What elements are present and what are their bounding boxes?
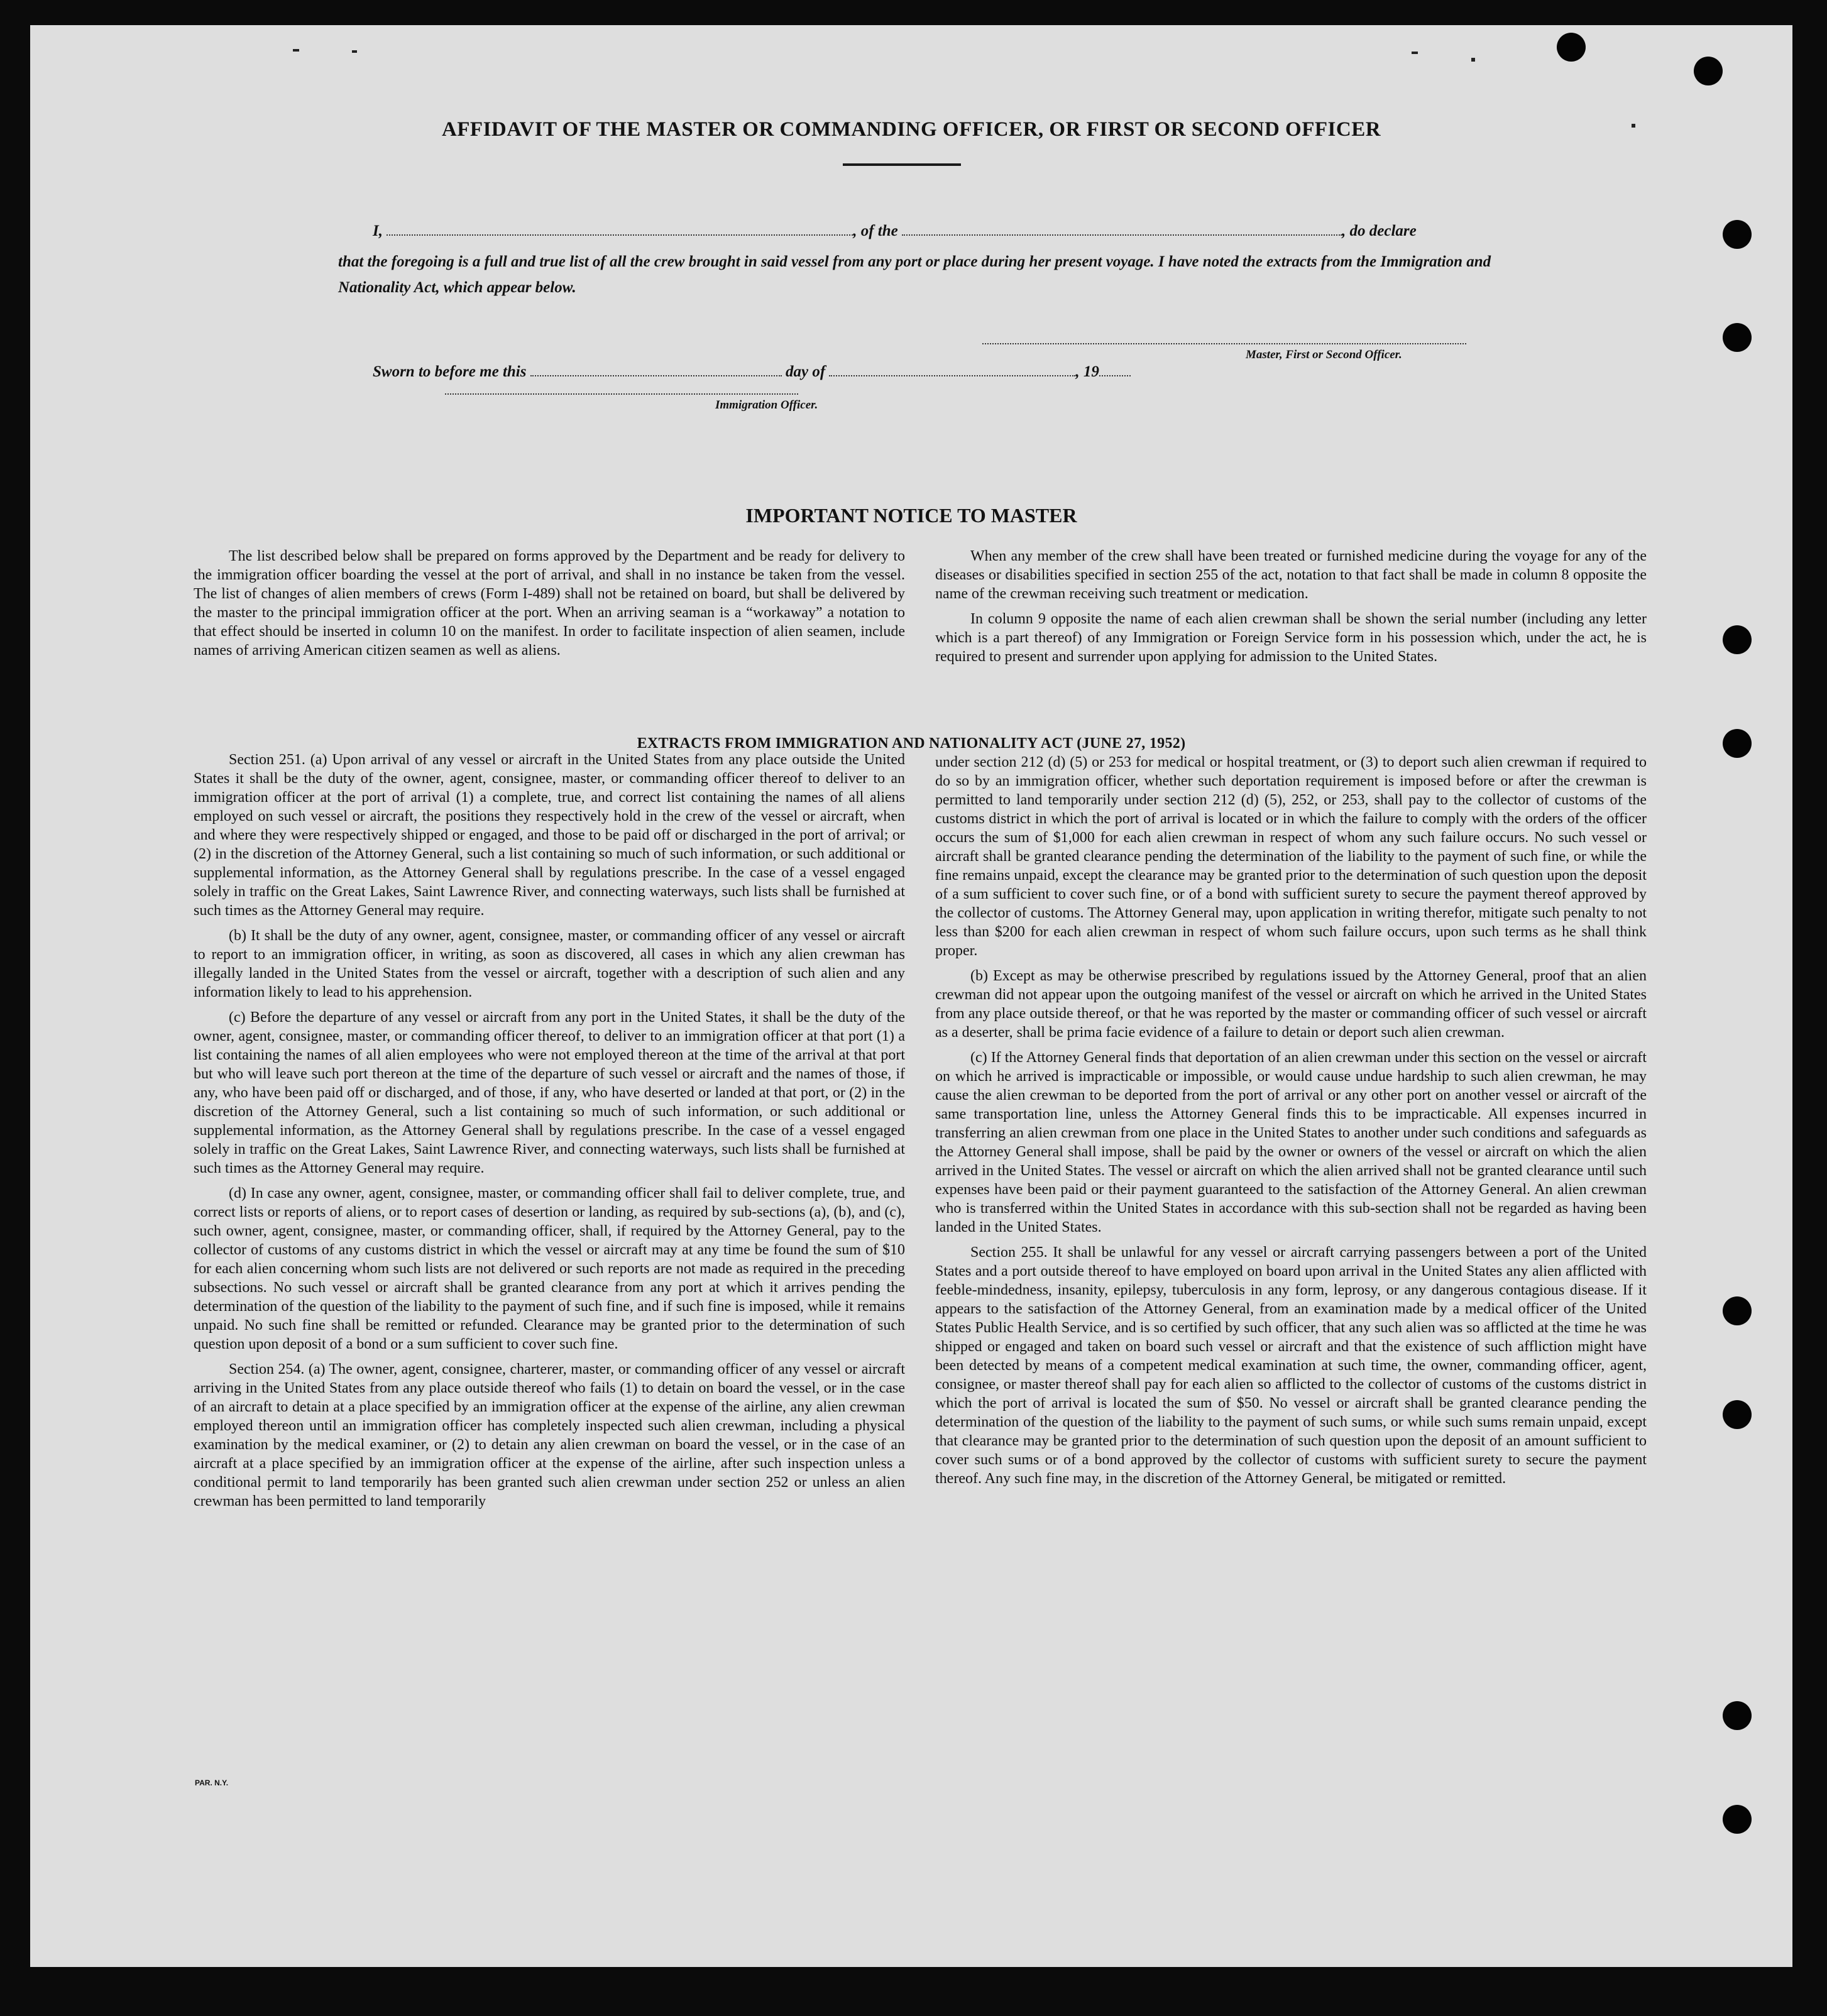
affidavit-title: AFFIDAVIT OF THE MASTER OR COMMANDING OFFICER, OR FIRST OR SECOND OFFICER [441, 118, 1381, 141]
of-the-label: , of the [853, 222, 898, 239]
section-254-b: (b) Except as may be otherwise prescribed by regulations issued by the Attorney General, proof that an alien crewman did not appear upon the outgoing manifest of the vessel or aircraft on which he arrived in the United States from any place outside thereof, or that he was reported by the master or commanding officer of such vessel or aircraft as a deserter, shall be prima facie evidence of a failure to detain or deport such alien crewman. [935, 968, 1647, 1041]
declarant-prefix: I, [373, 222, 383, 239]
punch-hole [1723, 625, 1752, 654]
section-251-a: Section 251. (a) Upon arrival of any vessel or aircraft in the United States from any place outside the United States it shall be the duty of the owner, agent, consignee, master, or commanding officer thereof to deliver to an immigration officer at the port of arrival (1) a complete, true, and correct list containing the names of all aliens employed on such vessel or aircraft, the positions they respectively hold in the crew of the vessel or aircraft, when and where they were respectively shipped or engaged, and those to be paid off or discharged in the port of arrival; or (2) in the discretion of the Attorney General, such a list containing so much of such information, or such additional or supplemental information, as the Attorney General shall by regulations prescribe. In the case of a vessel engaged solely in traffic on the Great Lakes, Saint Lawrence River, and connecting waterways, such lists shall be furnished at such times as the Attorney General may require. [194, 752, 905, 919]
year-label: , 19 [1075, 363, 1099, 380]
do-declare-label: , do declare [1342, 222, 1417, 239]
notice-title: IMPORTANT NOTICE TO MASTER [745, 504, 1077, 527]
extracts-title: EXTRACTS FROM IMMIGRATION AND NATIONALITY ACT (JUNE 27, 1952) [637, 735, 1186, 752]
punch-hole [1723, 1805, 1752, 1834]
form-sheet [30, 25, 1792, 1967]
punch-hole [1557, 33, 1586, 62]
section-254-c: (c) If the Attorney General finds that deportation of an alien crewman under this section on the vessel or aircraft on which he arrived is impracticable or impossible, or would cause undue hardship to such alien crewman, he may cause the alien crewman to be deported from the port of arrival or any other port on another vessel or aircraft of the same transportation line, unless the Attorney General finds this to be impracticable. All expenses incurred in transferring an alien crewman from one place in the United States to another under such conditions and safeguards as the Attorney General shall impose, shall be paid by the owner or owners of the vessel or aircraft on which the alien arrived in the United States. The vessel or aircraft on which the alien arrived shall not be granted clearance until such expenses have been paid or their payment guaranteed to the satisfaction of the Attorney General. An alien crewman who is transferred within the United States in accordance with this sub-section shall not be regarded as having been landed in the United States. [935, 1049, 1647, 1235]
section-251-b: (b) It shall be the duty of any owner, agent, consignee, master, or commanding officer of any vessel or aircraft to report to an immigration officer, in writing, as soon as discovered, all cases in which any alien crewman has illegally landed in the United States from the vessel or aircraft, together with a description of such alien and any information likely to lead to his apprehension. [194, 928, 905, 1000]
master-signature-line[interactable] [982, 343, 1466, 344]
declaration-line [373, 222, 1417, 240]
section-254-a-continued: under section 212 (d) (5) or 253 for medical or hospital treatment, or (3) to deport such alien crewman if required to do so by an immigration officer, whether such deportation requirement is imposed before or after the crewman is permitted to land temporarily under section 212 (d) (5), 252, or 253, shall pay to the collector of customs of the customs district in which the port of arrival is located or in which the failure to comply with the orders of the officer occurs the sum of $1,000 for each alien crewman in respect of whom any such failure occurs. No such vessel or aircraft shall be granted clearance pending the determination of the liability to the payment of such fine, or while the fine remains unpaid, except the clearance may be granted prior to the determination of such question upon the deposit of a sum sufficient to cover such fine, or of a bond with sufficient surety to secure the payment thereof approved by the collector of customs. The Attorney General may, upon application in writing therefor, mitigate such penalty to not less than $200 for each alien crewman in respect of whom such failure occurs, upon such terms as he shall think proper. [935, 754, 1647, 959]
section-251-c: (c) Before the departure of any vessel or aircraft from any port in the United States, it shall be the duty of the owner, agent, consignee, master, or commanding officer thereof, to deliver to an immigration officer at that port (1) a list containing the names of all alien employees who were not employed thereon at the time of the arrival at that port but who will leave such port thereon at the time of the departure of such vessel or aircraft and the names of those, if any, who have been paid off or discharged, and of those, if any, who have deserted or landed at that port, or (2) in the discretion of the Attorney General, such a list containing so much of such information, or such additional or supplemental information, as the Attorney General shall by regulations prescribe. In the case of a vessel engaged solely in traffic on the Great Lakes, Saint Lawrence River, and connecting waterways, such lists shall be furnished at such times as the Attorney General may require. [194, 1009, 905, 1176]
sworn-day-field[interactable] [530, 364, 782, 376]
notice-paragraph: The list described below shall be prepared on forms approved by the Department and be ready for delivery to the immigration officer boarding the vessel at the port of arrival, and shall in no instance be taken from the vessel. The list of changes of alien members of crews (Form I-489) shall not be retained on board, but shall be delivered by the master to the principal immigration officer at the port. When an arriving seaman is a “workaway” a notation to that effect should be inserted in column 10 on the manifest. In order to facilitate inspection of alien seamen, include names of arriving American citizen seamen as well as aliens. [194, 548, 905, 659]
speck [293, 49, 299, 52]
sworn-line [373, 363, 1131, 381]
speck [1412, 52, 1418, 54]
master-signature-caption: Master, First or Second Officer. [1246, 348, 1402, 361]
notice-paragraph: In column 9 opposite the name of each alien crewman shall be shown the serial number (including any letter which is a part thereof) of any Immigration or Foreign Service form in his possession which, under the act, he is required to present and surrender upon applying for admission to the United States. [935, 611, 1647, 665]
day-of-label: day of [785, 363, 826, 380]
notice-paragraph: When any member of the crew shall have been treated or furnished medicine during the voyage for any of the diseases or disabilities specified in section 255 of the act, notation to that fact shall be made in column 8 opposite the name of the crewman receiving such treatment or medication. [935, 548, 1647, 602]
punch-hole [1723, 1400, 1752, 1429]
extracts-left-column [194, 750, 905, 1517]
extracts-right-column [935, 753, 1647, 1494]
speck [352, 50, 357, 53]
punch-hole [1723, 323, 1752, 352]
speck [1471, 58, 1475, 62]
punch-hole [1723, 220, 1752, 249]
punch-hole [1723, 1701, 1752, 1730]
sworn-label: Sworn to before me this [373, 363, 527, 380]
punch-hole [1723, 1296, 1752, 1325]
title-underline [843, 163, 961, 166]
declaration-statement: that the foregoing is a full and true list of all the crew brought in said vessel from any port or place during her present voyage. I have noted the extracts from the Immigration and Nationality Act, which appear below. [338, 253, 1491, 296]
section-251-d: (d) In case any owner, agent, consignee, master, or commanding officer shall fail to deliver complete, true, and correct lists or reports of aliens, or to report cases of desertion or landing, as required by sub-sections (a), (b), and (c), such owner, agent, consignee, master, or commanding officer, shall, if required by the Attorney General, pay to the collector of customs of any customs district in which the vessel or aircraft may at any time be found the sum of $10 for each alien concerning whom such lists are not delivered or such reports are not made as required in the preceding subsections. No such vessel or aircraft shall be granted clearance from any port at which it arrives pending the determination of the question of the liability to the payment of such fine, and if such fine is imposed, while it remains unpaid. No such fine shall be remitted or refunded. Clearance may be granted prior to the determination of such question upon deposit of a bond or a sum sufficient to cover such fine. [194, 1185, 905, 1352]
notice-right-column [935, 547, 1647, 672]
vessel-name-field[interactable] [902, 223, 1342, 236]
section-254-a: Section 254. (a) The owner, agent, consignee, charterer, master, or commanding officer of any vessel or aircraft arriving in the United States from any place outside thereof who fails (1) to detain on board the vessel, or in the case of an aircraft to detain at a place specified by an immigration officer at the expense of the airline, any alien crewman employed thereon until an immigration officer has completely inspected such alien crewman, including a physical examination by the medical examiner, or (2) to detain any alien crewman on board the vessel, or in the case of an aircraft at a place specified by an immigration officer at the expense of the airline, after such inspection unless a conditional permit to land temporarily has been granted such alien crewman under section 252 or unless an alien crewman has been permitted to land temporarily [194, 1361, 905, 1509]
notice-left-column [194, 547, 905, 666]
sworn-month-field[interactable] [829, 364, 1075, 376]
declarant-name-field[interactable] [387, 223, 853, 236]
section-255: Section 255. It shall be unlawful for any vessel or aircraft carrying passengers between a port of the United States and a port outside thereof to have employed on board upon arrival in the United States any alien afflicted with feeble-mindedness, insanity, epilepsy, tuberculosis in any form, leprosy, or any dangerous contagious disease. If it appears to the satisfaction of the Attorney General, from an examination made by a medical officer of the United States Public Health Service, and is so certified by such officer, that any such alien was so afflicted at the time he was shipped or engaged and taken on board such vessel or aircraft and that the existence of such affliction might have been detected by means of a competent medical examination at such time, the owner, commanding officer, agent, consignee, or master thereof shall pay for each alien so afflicted to the collector of customs of the customs district in which the port of arrival is located the sum of $50. No vessel or aircraft shall be granted clearance pending the determination of the question of the liability to the payment of such sums, or while such sums remain unpaid, except that clearance may be granted prior to the determination of such question upon the deposit of an amount sufficient to cover such sums or of a bond approved by the collector of customs with sufficient surety to secure the payment thereof. Any such fine may, in the discretion of the Attorney General, be mitigated or remitted. [935, 1244, 1647, 1487]
punch-hole [1694, 57, 1723, 85]
sworn-year-field[interactable] [1099, 364, 1131, 376]
officer-signature-line[interactable] [445, 393, 798, 395]
officer-signature-caption: Immigration Officer. [715, 398, 818, 412]
printer-mark: PAR. N.Y. [195, 1778, 229, 1787]
